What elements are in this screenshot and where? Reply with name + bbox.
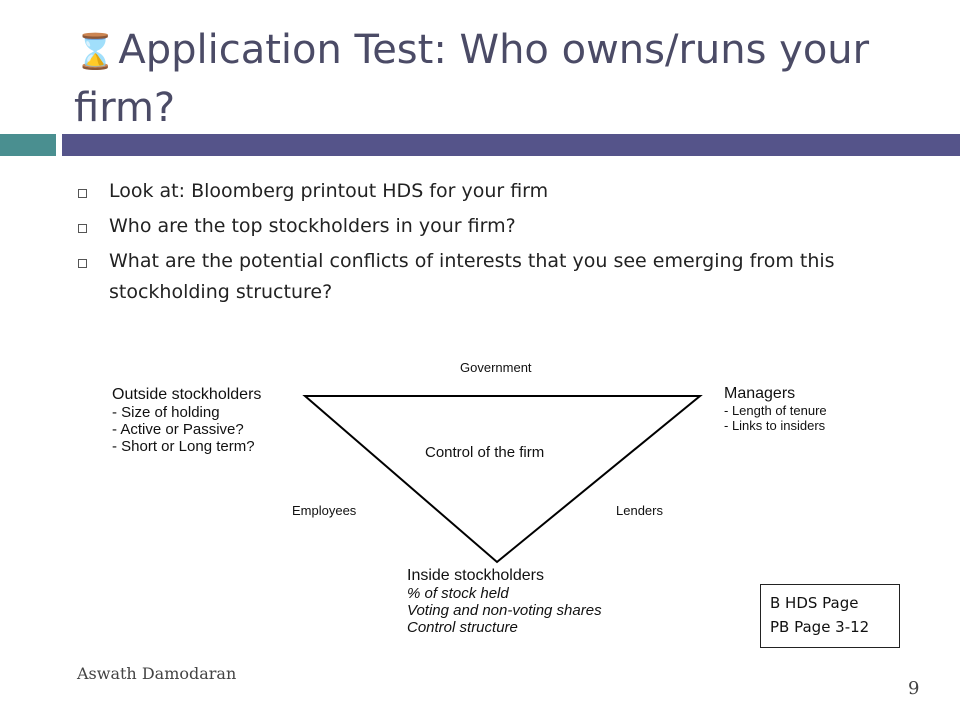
managers-item: - Length of tenure [724, 403, 827, 418]
bullet-list [76, 176, 896, 312]
accent-bar-teal [0, 134, 56, 156]
bullet-text: Who are the top stockholders in your firm? [109, 215, 516, 237]
square-bullet-icon [78, 189, 87, 198]
page-number: 9 [908, 678, 920, 699]
managers-block [724, 384, 827, 433]
accent-bar-navy [62, 134, 960, 156]
employees-label: Employees [292, 503, 357, 518]
control-label: Control of the firm [425, 444, 545, 461]
inside-stockholders-heading: Inside stockholders [407, 567, 544, 584]
government-label: Government [460, 360, 532, 375]
hourglass-icon: ⌛ [74, 32, 117, 72]
reference-line: B HDS Page [770, 594, 859, 612]
bullet-item [76, 246, 896, 308]
outside-item: - Active or Passive? [112, 421, 244, 438]
slide-title [74, 22, 934, 136]
outside-stockholders-block [112, 385, 261, 455]
lenders-label: Lenders [616, 503, 663, 518]
managers-item: - Links to insiders [724, 418, 826, 433]
reference-line: PB Page 3-12 [770, 618, 870, 636]
reference-box [760, 584, 900, 648]
inside-item: Voting and non-voting shares [407, 602, 602, 619]
bullet-item [76, 176, 896, 207]
square-bullet-icon [78, 259, 87, 268]
outside-item: - Short or Long term? [112, 438, 255, 455]
bullet-text: What are the potential conflicts of interests that you see emerging from this stockholding structure? [109, 250, 835, 303]
managers-heading: Managers [724, 385, 796, 402]
bullet-item [76, 211, 896, 242]
slide-title-text: Application Test: Who owns/runs your firm? [74, 27, 870, 131]
inside-stockholders-block [407, 566, 602, 636]
ownership-diagram [111, 352, 856, 640]
square-bullet-icon [78, 224, 87, 233]
footer-author: Aswath Damodaran [77, 664, 237, 683]
bullet-text: Look at: Bloomberg printout HDS for your firm [109, 180, 549, 202]
inside-item: % of stock held [407, 585, 509, 602]
control-triangle [305, 396, 700, 562]
outside-stockholders-heading: Outside stockholders [112, 386, 262, 403]
outside-item: - Size of holding [112, 404, 220, 421]
inside-item: Control structure [407, 619, 518, 636]
